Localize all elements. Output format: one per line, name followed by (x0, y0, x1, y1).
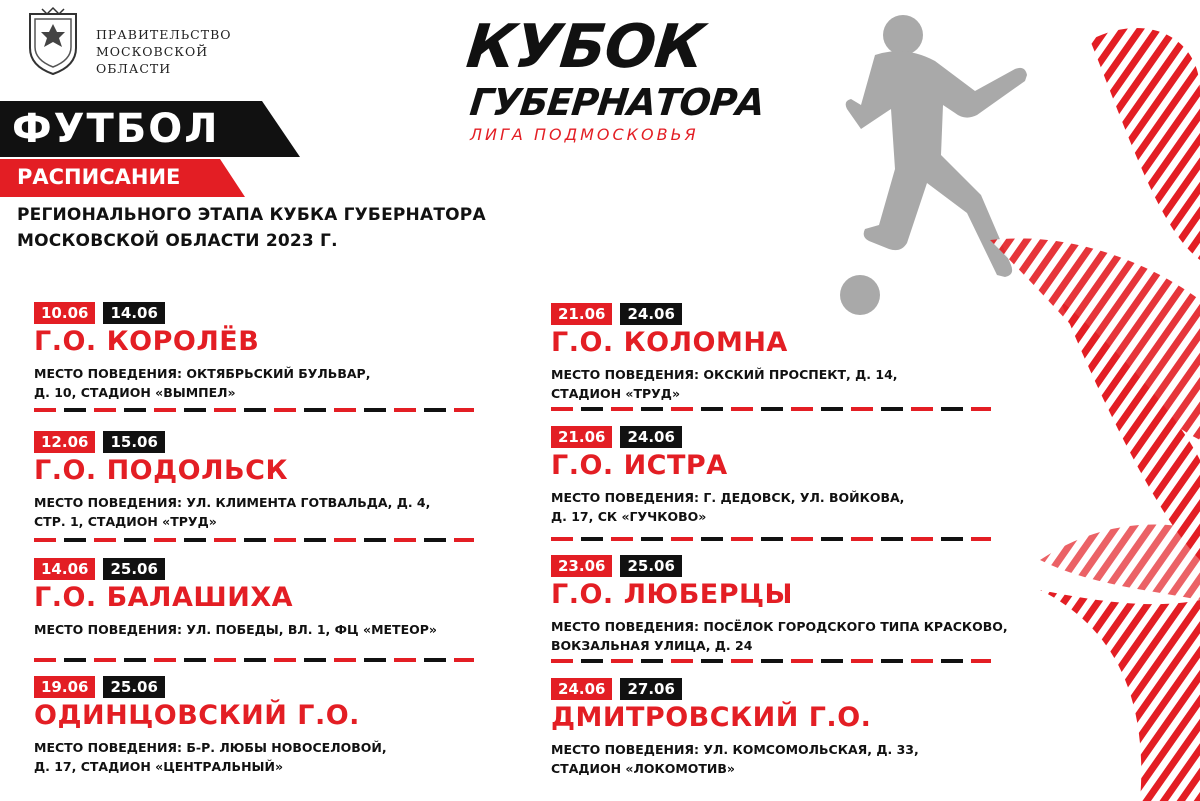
sport-title: ФУТБОЛ (12, 106, 220, 152)
event-subtitle (17, 202, 486, 254)
divider (551, 659, 991, 663)
date-range (34, 302, 165, 324)
date-end: 24.06 (620, 426, 681, 448)
venue-address (551, 617, 1008, 655)
date-start: 14.06 (34, 558, 95, 580)
date-end: 24.06 (620, 303, 681, 325)
divider (551, 537, 991, 541)
gov-line-2: МОСКОВСКОЙ (96, 44, 209, 59)
date-end: 14.06 (103, 302, 164, 324)
schedule-label: РАСПИСАНИЕ (17, 165, 181, 189)
divider (34, 658, 474, 662)
date-start: 12.06 (34, 431, 95, 453)
venue-address (34, 364, 370, 402)
government-caption (96, 26, 232, 77)
address-line: МЕСТО ПОВЕДЕНИЯ: УЛ. КОМСОМОЛЬСКАЯ, Д. 33, (551, 742, 919, 757)
address-line: МЕСТО ПОВЕДЕНИЯ: ПОСЁЛОК ГОРОДСКОГО ТИПА КРАСКОВО, (551, 619, 1008, 634)
subtitle-line-2: МОСКОВСКОЙ ОБЛАСТИ 2023 Г. (17, 231, 338, 251)
date-start: 10.06 (34, 302, 95, 324)
divider (551, 407, 991, 411)
date-end: 25.06 (620, 555, 681, 577)
date-end: 25.06 (103, 558, 164, 580)
date-start: 23.06 (551, 555, 612, 577)
date-end: 27.06 (620, 678, 681, 700)
address-line: ВОКЗАЛЬНАЯ УЛИЦА, Д. 24 (551, 638, 753, 653)
city-name: Г.О. КОРОЛЁВ (34, 326, 260, 357)
logo-subtitle: ГУБЕРНАТОРА (467, 81, 767, 124)
address-line: МЕСТО ПОВЕДЕНИЯ: ОКСКИЙ ПРОСПЕКТ, Д. 14, (551, 367, 898, 382)
address-line: МЕСТО ПОВЕДЕНИЯ: Б-Р. ЛЮБЫ НОВОСЕЛОВОЙ, (34, 740, 387, 755)
address-line: Д. 17, СТАДИОН «ЦЕНТРАЛЬНЫЙ» (34, 759, 284, 774)
venue-address (34, 493, 430, 531)
city-name: ДМИТРОВСКИЙ Г.О. (551, 702, 872, 733)
date-range (34, 558, 165, 580)
coat-of-arms-icon (22, 6, 84, 76)
date-range (34, 431, 165, 453)
date-range (551, 678, 682, 700)
venue-address (34, 620, 437, 639)
city-name: Г.О. ПОДОЛЬСК (34, 455, 289, 486)
venue-address (551, 740, 919, 778)
gov-line-3: ОБЛАСТИ (96, 61, 172, 76)
subtitle-line-1: РЕГИОНАЛЬНОГО ЭТАПА КУБКА ГУБЕРНАТОРА (17, 205, 486, 225)
gov-line-1: ПРАВИТЕЛЬСТВО (96, 27, 232, 42)
logo-league: ЛИГА ПОДМОСКОВЬЯ (470, 125, 699, 144)
city-name: ОДИНЦОВСКИЙ Г.О. (34, 700, 360, 731)
divider (34, 538, 474, 542)
address-line: Д. 17, СК «ГУЧКОВО» (551, 509, 707, 524)
date-range (34, 676, 165, 698)
date-range (551, 555, 682, 577)
address-line: МЕСТО ПОВЕДЕНИЯ: УЛ. КЛИМЕНТА ГОТВАЛЬДА, Д. 4, (34, 495, 431, 510)
divider (34, 408, 474, 412)
date-start: 24.06 (551, 678, 612, 700)
address-line: МЕСТО ПОВЕДЕНИЯ: УЛ. ПОБЕДЫ, ВЛ. 1, ФЦ «МЕТЕОР» (34, 622, 437, 637)
venue-address (551, 488, 904, 526)
city-name: Г.О. БАЛАШИХА (34, 582, 294, 613)
city-name: Г.О. КОЛОМНА (551, 327, 788, 358)
address-line: СТАДИОН «ТРУД» (551, 386, 681, 401)
ribbon-decoration (900, 0, 1200, 801)
venue-address (551, 365, 898, 403)
date-end: 25.06 (103, 676, 164, 698)
address-line: МЕСТО ПОВЕДЕНИЯ: Г. ДЕДОВСК, УЛ. ВОЙКОВА, (551, 490, 905, 505)
date-range (551, 426, 682, 448)
logo-title: КУБОК (463, 12, 707, 82)
date-start: 19.06 (34, 676, 95, 698)
city-name: Г.О. ИСТРА (551, 450, 728, 481)
address-line: СТР. 1, СТАДИОН «ТРУД» (34, 514, 217, 529)
date-start: 21.06 (551, 426, 612, 448)
address-line: МЕСТО ПОВЕДЕНИЯ: ОКТЯБРЬСКИЙ БУЛЬВАР, (34, 366, 371, 381)
date-end: 15.06 (103, 431, 164, 453)
date-range (551, 303, 682, 325)
city-name: Г.О. ЛЮБЕРЦЫ (551, 579, 794, 610)
date-start: 21.06 (551, 303, 612, 325)
address-line: Д. 10, СТАДИОН «ВЫМПЕЛ» (34, 385, 236, 400)
venue-address (34, 738, 387, 776)
address-line: СТАДИОН «ЛОКОМОТИВ» (551, 761, 735, 776)
